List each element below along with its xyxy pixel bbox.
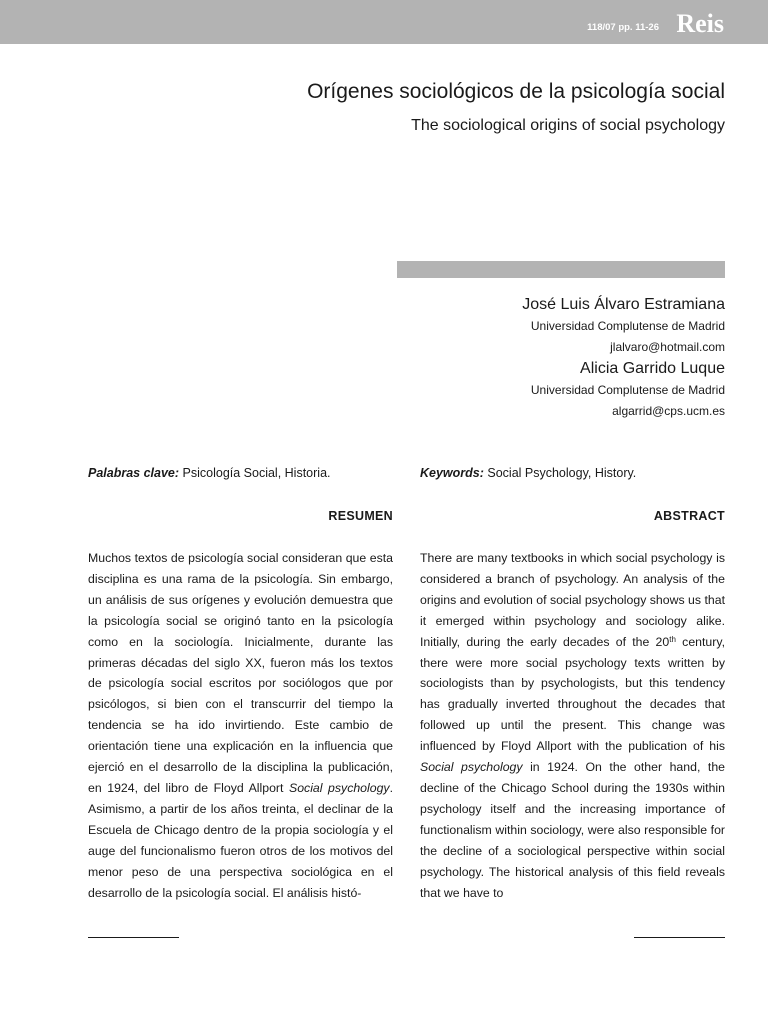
abstract-heading: ABSTRACT <box>653 509 725 523</box>
author-block <box>522 294 725 422</box>
abstract-text <box>420 548 725 903</box>
keywords-en-label: Keywords: <box>420 466 484 480</box>
author-affiliation: Universidad Complutense de Madrid <box>530 319 725 333</box>
abstract-part3: in 1924. On the other hand, the decline of the Chicago School during the 1930s within psychology itself and the increasing importance of functionalism within sociology, were also responsible for the decline of a sociological perspective within social psychology. The historical analysis of this field reveals that we have to <box>420 760 725 900</box>
abstract-superscript: th <box>669 634 676 644</box>
author-email[interactable]: jlalvaro@hotmail.com <box>610 340 725 354</box>
keywords-es <box>88 466 331 480</box>
resumen-part1: Muchos textos de psicología social consideran que esta disciplina es una rama de la psicología. Sin embargo, un análisis de sus orígenes y evolución demuestra que la psicología social se originó tanto en la psicología como en la sociología. Inicialmente, durante las primeras décadas del siglo XX, fueron más los textos de psicología social escritos por sociólogos que por psicólogos, si bien con el transcurrir del tiempo la tendencia se ha ido invirtiendo. Este cambio de orientación tiene una explicación en la influencia que ejerció en el desarrollo de la disciplina la publicación, en 1924, del libro de Floyd Allport <box>88 551 393 795</box>
author-affiliation: Universidad Complutense de Madrid <box>530 383 725 397</box>
footnote-rule <box>88 937 179 938</box>
resumen-heading: RESUMEN <box>328 509 393 523</box>
resumen-text <box>88 548 393 903</box>
author-email[interactable]: algarrid@cps.ucm.es <box>612 404 725 418</box>
journal-header-bar <box>0 0 768 44</box>
author-name: Alicia Garrido Luque <box>580 360 725 377</box>
journal-logo: Reis <box>676 9 724 38</box>
abstract-part1: There are many textbooks in which social psychology is considered a branch of psychology. An analysis of the origins and evolution of social psychology shows us that it emerged within psychology and sociology alike. Initially, during the early decades of the 20 <box>420 551 725 649</box>
issue-pages: 118/07 pp. 11-26 <box>587 22 659 33</box>
decorative-bar <box>397 261 725 278</box>
article-subtitle: The sociological origins of social psychology <box>411 117 725 134</box>
abstract-italic: Social psychology <box>420 760 523 775</box>
author-name: José Luis Álvaro Estramiana <box>522 296 725 313</box>
keywords-en <box>420 466 636 480</box>
keywords-es-text: Psicología Social, Historia. <box>179 466 331 480</box>
resumen-italic: Social psychology <box>289 780 390 795</box>
resumen-part2: . Asimismo, a partir de los años treinta, el declinar de la Escuela de Chicago dentro de la propia sociología y el auge del funcionalismo fueron otros de los motivos del menor peso de una perspectiva sociológica en el desarrollo de la psicología social. El análisis histó- <box>88 780 394 900</box>
keywords-en-text: Social Psychology, History. <box>483 466 637 480</box>
footnote-rule <box>634 937 725 938</box>
abstract-part2: century, there were more social psychology texts written by sociologists than by psychologists, but this tendency has gradually inverted throughout the decades that followed up until the present. This change was influenced by Floyd Allport with the publication of his <box>420 634 725 754</box>
keywords-es-label: Palabras clave: <box>88 466 180 480</box>
article-title: Orígenes sociológicos de la psicología social <box>307 80 725 103</box>
